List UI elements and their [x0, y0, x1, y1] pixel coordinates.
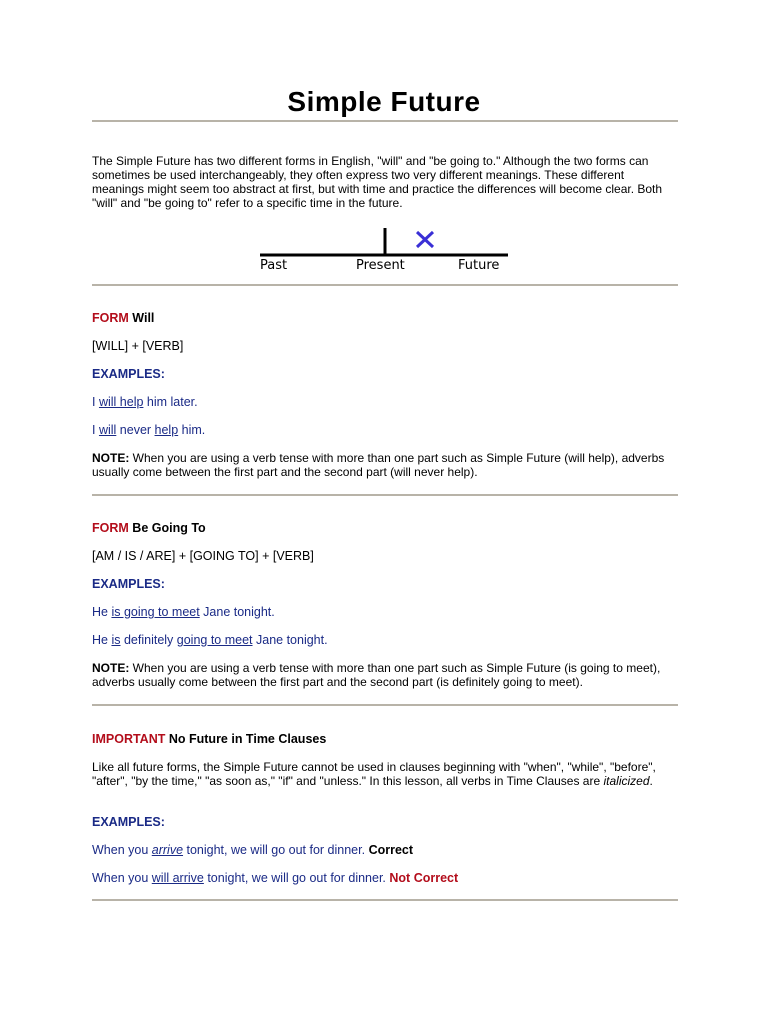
future-marker-icon: [417, 232, 433, 247]
timeline-label-future: Future: [458, 258, 500, 273]
example-sentence: I will help him later.: [92, 395, 198, 409]
timeline-label-past: Past: [260, 258, 288, 273]
time-clauses-paragraph: Like all future forms, the Simple Future cannot be used in clauses beginning with "when", "while", "before", "after", "by the time," "as soon as," "if" and "unless." In this lesson, all verbs in Time Clauses are italicized.: [92, 760, 656, 788]
example-sentence: I will never help him.: [92, 423, 206, 437]
note-paragraph: NOTE: When you are using a verb tense with more than one part such as Simple Future (is going to meet), adverbs usually come between the first part and the second part (is definitely going to meet).: [92, 661, 661, 689]
examples-heading: EXAMPLES:: [92, 815, 165, 829]
important-heading: No Future in Time Clauses: [168, 732, 327, 746]
formula: [WILL] + [VERB]: [92, 339, 184, 353]
section-heading: [92, 521, 206, 535]
verdict-not-correct: Not Correct: [389, 871, 459, 885]
divider: [92, 704, 678, 706]
example-sentence: He is going to meet Jane tonight.: [92, 605, 275, 619]
examples-heading: EXAMPLES:: [92, 367, 165, 381]
example-sentence: He is definitely going to meet Jane tonight.: [92, 633, 328, 647]
verdict-correct: Correct: [368, 843, 414, 857]
example-sentence: When you arrive tonight, we will go out for dinner. Correct: [92, 843, 414, 857]
example-sentence: When you will arrive tonight, we will go out for dinner. Not Correct: [92, 871, 459, 885]
important-label: IMPORTANT: [92, 732, 166, 746]
form-label: FORM: [92, 311, 129, 325]
divider: [92, 899, 678, 901]
section-heading: [92, 311, 154, 325]
divider: [92, 120, 678, 122]
timeline-diagram: [255, 225, 515, 275]
form-name: Be Going To: [132, 521, 206, 535]
form-name: Will: [132, 311, 155, 325]
section-heading: [92, 732, 326, 746]
intro-paragraph: The Simple Future has two different forms in English, "will" and "be going to." Although the two forms can sometimes be used interchangeably, they often express two very different meanings. These different meanings might seem too abstract at first, but with time and practice the differences will become clear. Both "will" and "be going to" refer to a specific time in the future.: [92, 154, 663, 210]
note-paragraph: NOTE: When you are using a verb tense with more than one part such as Simple Future (will help), adverbs usually come between the first part and the second part (will never help).: [92, 451, 665, 479]
divider: [92, 284, 678, 286]
form-label: FORM: [92, 521, 129, 535]
divider: [92, 494, 678, 496]
page-title: Simple Future: [287, 86, 481, 117]
formula: [AM / IS / ARE] + [GOING TO] + [VERB]: [92, 549, 314, 563]
timeline-label-present: Present: [356, 258, 405, 273]
examples-heading: EXAMPLES:: [92, 577, 165, 591]
